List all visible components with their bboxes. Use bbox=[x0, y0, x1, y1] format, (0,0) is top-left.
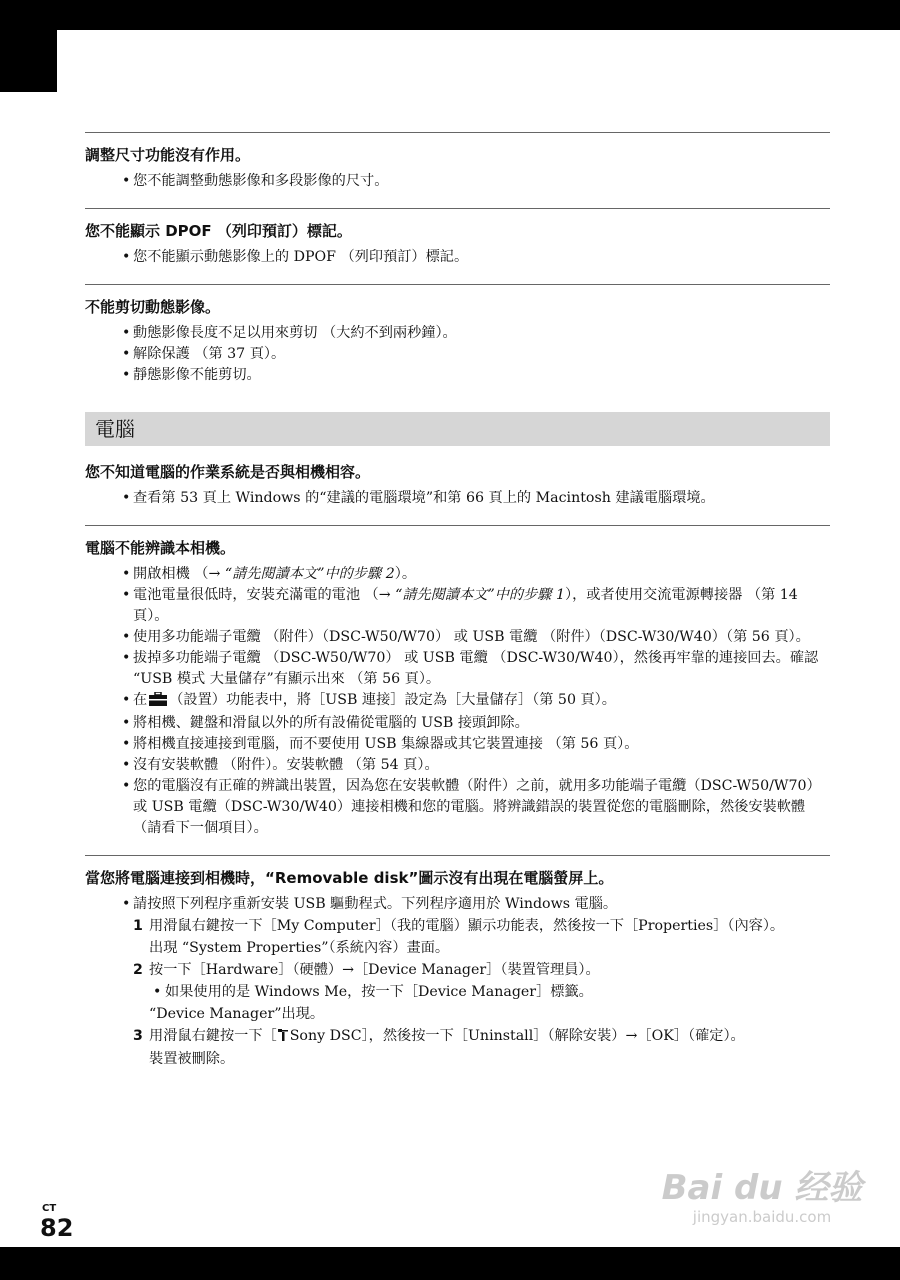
list-item: • 查看第 53 頁上 Windows 的“建議的電腦環境”和第 66 頁上的 Macintosh 建議電腦環境。 bbox=[85, 488, 830, 509]
watermark-url: jingyan.baidu.com bbox=[692, 1208, 832, 1226]
arrow-icon: → bbox=[625, 1028, 638, 1044]
bottom-black-bar bbox=[0, 1247, 900, 1280]
section-heading: 電腦不能辨識本相機。 bbox=[85, 539, 236, 557]
section-heading: 您不知道電腦的作業系統是否與相機相容。 bbox=[85, 463, 371, 481]
step-text: Sony DSC］，然後按一下［Uninstall］（解除安裝） bbox=[289, 1028, 626, 1044]
bullet-list bbox=[85, 488, 830, 509]
bullet-list bbox=[85, 171, 830, 192]
bullet-list bbox=[85, 247, 830, 268]
text: 在 bbox=[133, 692, 148, 708]
bullet-list bbox=[85, 323, 830, 386]
text: 開啟相機 （→ bbox=[133, 566, 225, 582]
page-content bbox=[85, 132, 830, 1070]
step-text: ［OK］（確定）。 bbox=[637, 1028, 745, 1044]
step-text: 按一下［Hardware］（硬體） bbox=[149, 962, 343, 978]
section-divider bbox=[85, 855, 830, 856]
corner-tab-marker bbox=[0, 0, 57, 92]
cross-reference: “請先閱讀本文”中的步驟 2 bbox=[224, 566, 395, 582]
bullet-list bbox=[85, 564, 830, 839]
step-note: 裝置被刪除。 bbox=[149, 1051, 235, 1067]
computer-section-banner: 電腦 bbox=[85, 412, 830, 446]
list-item: • 您的電腦沒有正確的辨識出裝置，因為您在安裝軟體（附件）之前，就用多功能端子電纜（DSC-W50/W70） 或 USB 電纜（DSC-W30/W40）連接相機和您的電腦。將辨識錯誤的裝置從您的電腦刪除，然後安裝軟體 （請看下一個項目）。 bbox=[85, 776, 830, 839]
list-item: • 靜態影像不能剪切。 bbox=[85, 365, 830, 386]
step-note: 出現 “System Properties”（系統內容）畫面。 bbox=[149, 940, 450, 956]
list-item bbox=[85, 585, 830, 627]
top-black-bar bbox=[0, 0, 900, 30]
bullet-list bbox=[85, 894, 830, 915]
arrow-icon: → bbox=[342, 962, 354, 978]
section-divider bbox=[85, 525, 830, 526]
text: ）。 bbox=[394, 566, 417, 582]
baidu-watermark bbox=[642, 1168, 882, 1226]
text: （設置）功能表中，將［USB 連接］設定為［大量儲存］（第 50 頁）。 bbox=[169, 692, 616, 708]
list-item: • 解除保護 （第 37 頁）。 bbox=[85, 344, 830, 365]
step-text: 用滑鼠右鍵按一下［ bbox=[149, 1028, 277, 1044]
language-code: CT bbox=[42, 1203, 57, 1214]
step-1 bbox=[85, 915, 830, 937]
step-number: 3 bbox=[133, 1028, 143, 1044]
list-item: • 將相機直接連接到電腦，而不要使用 USB 集線器或其它裝置連接 （第 56 頁）。 bbox=[85, 734, 830, 755]
section-heading: 您不能顯示 DPOF （列印預訂）標記。 bbox=[85, 222, 352, 240]
watermark-logo: Bai du 经验 bbox=[661, 1168, 863, 1208]
section-divider bbox=[85, 284, 830, 285]
list-item: • 使用多功能端子電纜 （附件）（DSC-W50/W70） 或 USB 電纜 （附件）（DSC-W30/W40）（第 56 頁）。 bbox=[85, 627, 830, 648]
list-item: • 您不能調整動態影像和多段影像的尺寸。 bbox=[85, 171, 830, 192]
text: ），或者使用交流電源轉接器 （第 14 頁）。 bbox=[133, 587, 798, 624]
step-2 bbox=[85, 959, 830, 981]
section-divider bbox=[85, 208, 830, 209]
usb-device-icon bbox=[277, 1026, 289, 1048]
section-heading: 調整尺寸功能沒有作用。 bbox=[85, 146, 251, 164]
step-note: “Device Manager”出現。 bbox=[149, 1006, 325, 1022]
list-item: • 沒有安裝軟體 （附件）。安裝軟體 （第 54 頁）。 bbox=[85, 755, 830, 776]
list-item: • 將相機、鍵盤和滑鼠以外的所有設備從電腦的 USB 接頭卸除。 bbox=[85, 713, 830, 734]
list-item: • 動態影像長度不足以用來剪切 （大約不到兩秒鐘）。 bbox=[85, 323, 830, 344]
step-text: ［Device Manager］（裝置管理員）。 bbox=[353, 962, 600, 978]
page-number: 82 bbox=[40, 1214, 74, 1242]
sub-bullet: • 如果使用的是 Windows Me，按一下［Device Manager］標籤。 bbox=[85, 981, 830, 1003]
list-item: • 請按照下列程序重新安裝 USB 驅動程式。下列程序適用於 Windows 電腦。 bbox=[85, 894, 830, 915]
section-heading: 不能剪切動態影像。 bbox=[85, 298, 221, 316]
list-item: • 拔掉多功能端子電纜 （DSC-W50/W70） 或 USB 電纜 （DSC-W30/W40），然後再牢靠的連接回去。確認 “USB 模式 大量儲存”有顯示出來 （第 56 頁）。 bbox=[85, 648, 830, 690]
cross-reference: “請先閱讀本文”中的步驟 1 bbox=[395, 587, 566, 603]
section-heading: 當您將電腦連接到相機時，“Removable disk”圖示沒有出現在電腦螢屏上。 bbox=[85, 869, 614, 887]
toolbox-icon bbox=[149, 692, 167, 713]
section-divider bbox=[85, 132, 830, 133]
step-text: 用滑鼠右鍵按一下［My Computer］（我的電腦）顯示功能表，然後按一下［Properties］（內容）。 bbox=[149, 918, 785, 934]
list-item bbox=[85, 564, 830, 585]
step-number: 1 bbox=[133, 918, 143, 934]
step-number: 2 bbox=[133, 962, 143, 978]
list-item: • 您不能顯示動態影像上的 DPOF （列印預訂）標記。 bbox=[85, 247, 830, 268]
text: 電池電量很低時，安裝充滿電的電池 （→ bbox=[133, 587, 396, 603]
step-3 bbox=[85, 1025, 830, 1048]
list-item bbox=[85, 690, 830, 713]
